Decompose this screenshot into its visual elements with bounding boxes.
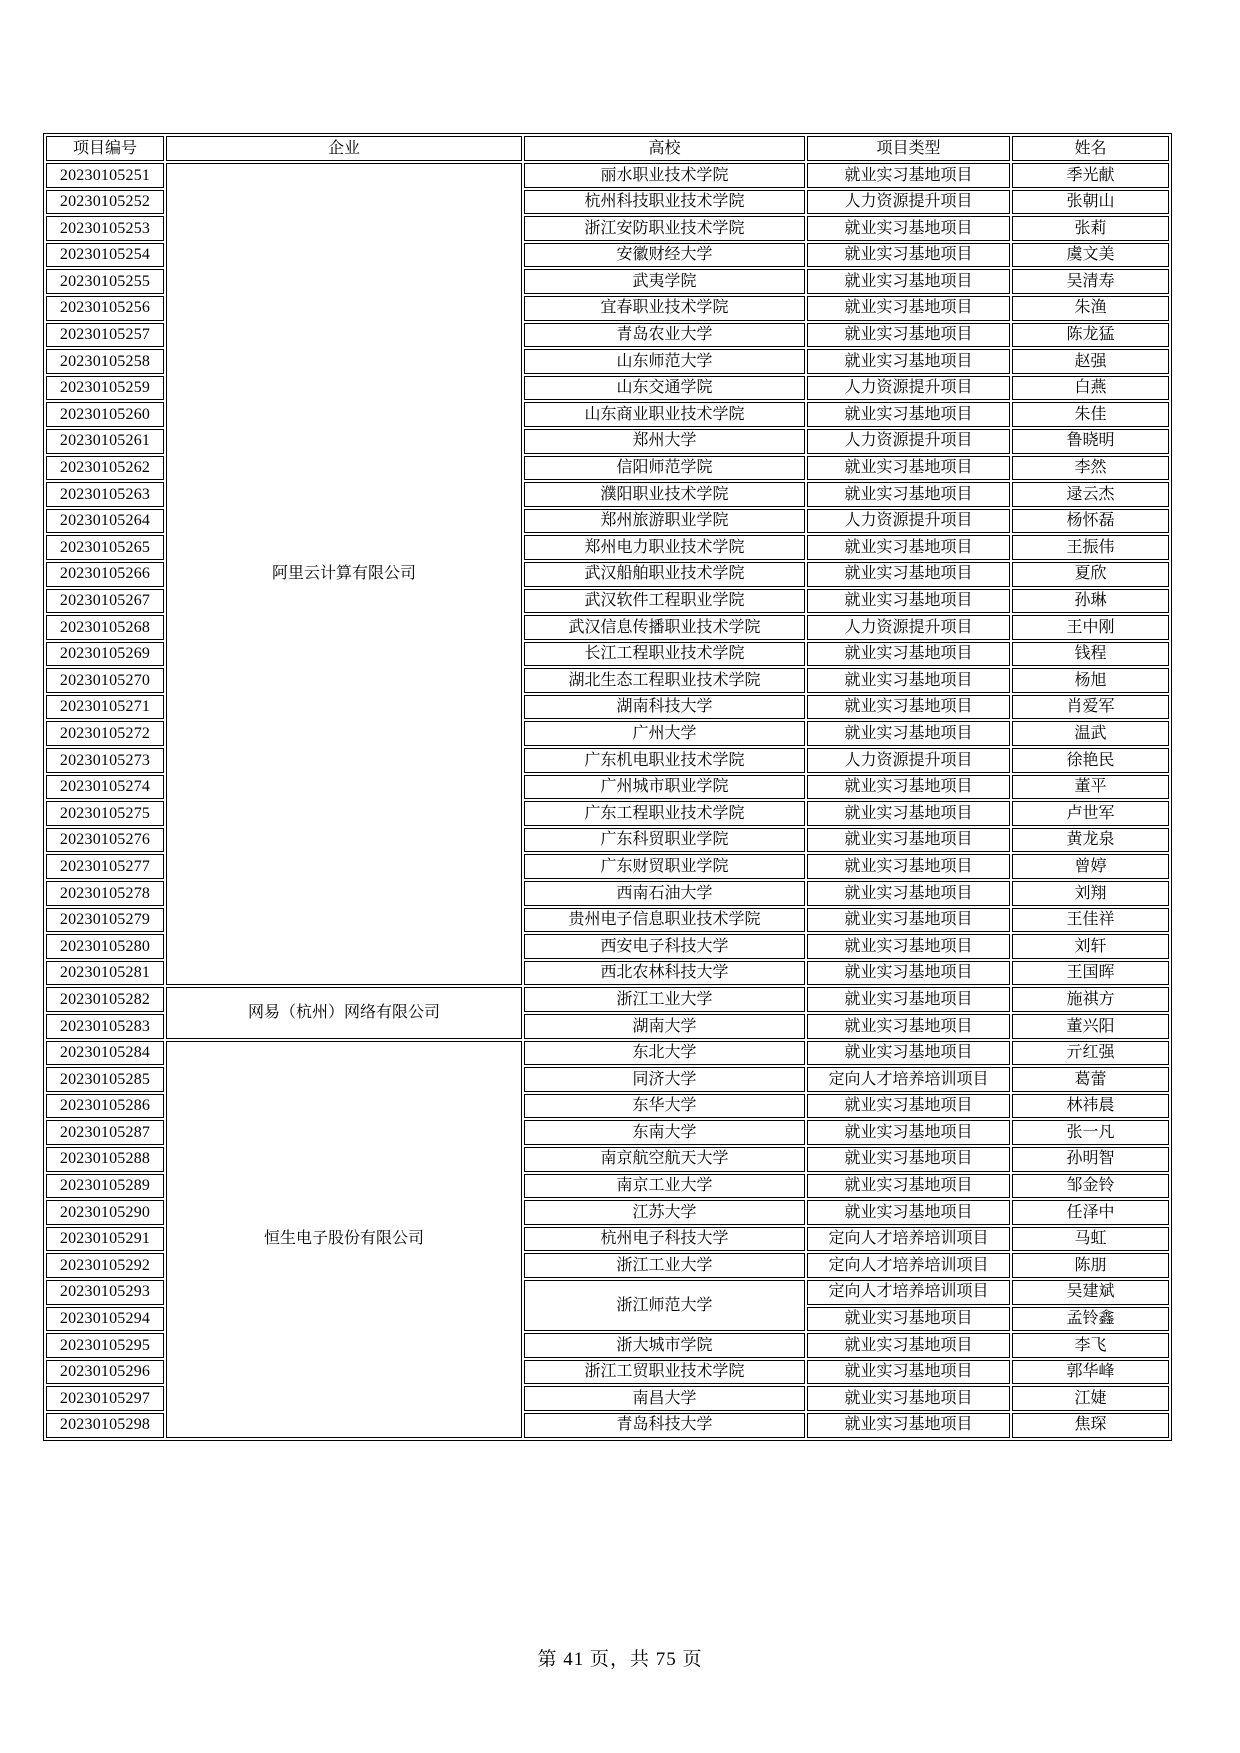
person-name-cell: 董平 [1012,775,1169,800]
person-name-cell: 邹金铃 [1012,1174,1169,1199]
university-cell: 丽水职业技术学院 [524,163,805,188]
project-id-cell: 20230105291 [46,1227,164,1252]
project-id-cell: 20230105283 [46,1014,164,1039]
project-id-cell: 20230105255 [46,269,164,294]
person-name-cell: 李然 [1012,456,1169,481]
project-type-cell: 定向人才培养培训项目 [807,1067,1010,1092]
project-type-cell: 就业实习基地项目 [807,801,1010,826]
person-name-cell: 卢世军 [1012,801,1169,826]
project-id-cell: 20230105278 [46,881,164,906]
university-cell: 南昌大学 [524,1386,805,1411]
project-id-cell: 20230105295 [46,1333,164,1358]
company-cell: 网易（杭州）网络有限公司 [166,987,522,1038]
project-id-cell: 20230105298 [46,1413,164,1438]
university-cell: 浙江安防职业技术学院 [524,216,805,241]
university-cell: 东华大学 [524,1094,805,1119]
person-name-cell: 钱程 [1012,642,1169,667]
university-cell: 西安电子科技大学 [524,934,805,959]
project-id-cell: 20230105257 [46,323,164,348]
person-name-cell: 白燕 [1012,376,1169,401]
project-type-cell: 就业实习基地项目 [807,987,1010,1012]
project-type-cell: 就业实习基地项目 [807,269,1010,294]
person-name-cell: 孟铃鑫 [1012,1307,1169,1332]
project-type-cell: 就业实习基地项目 [807,721,1010,746]
project-type-cell: 就业实习基地项目 [807,775,1010,800]
person-name-cell: 陈朋 [1012,1253,1169,1278]
project-id-cell: 20230105258 [46,349,164,374]
university-cell: 长江工程职业技术学院 [524,642,805,667]
project-id-cell: 20230105293 [46,1280,164,1305]
university-cell: 武夷学院 [524,269,805,294]
project-id-cell: 20230105262 [46,456,164,481]
university-cell: 郑州电力职业技术学院 [524,535,805,560]
person-name-cell: 江婕 [1012,1386,1169,1411]
project-id-cell: 20230105270 [46,668,164,693]
project-id-cell: 20230105277 [46,854,164,879]
person-name-cell: 赵强 [1012,349,1169,374]
person-name-cell: 夏欣 [1012,562,1169,587]
project-id-cell: 20230105261 [46,429,164,454]
project-id-cell: 20230105282 [46,987,164,1012]
project-id-cell: 20230105292 [46,1253,164,1278]
project-id-cell: 20230105263 [46,482,164,507]
project-id-cell: 20230105256 [46,296,164,321]
university-cell: 广东机电职业技术学院 [524,748,805,773]
person-name-cell: 张朝山 [1012,190,1169,215]
university-cell: 宜春职业技术学院 [524,296,805,321]
person-name-cell: 朱渔 [1012,296,1169,321]
project-id-cell: 20230105251 [46,163,164,188]
university-cell: 南京工业大学 [524,1174,805,1199]
project-type-cell: 定向人才培养培训项目 [807,1280,1010,1305]
page-number: 第 41 页，共 75 页 [537,1649,703,1670]
project-type-cell: 人力资源提升项目 [807,748,1010,773]
person-name-cell: 徐艳民 [1012,748,1169,773]
project-type-cell: 就业实习基地项目 [807,908,1010,933]
project-type-cell: 就业实习基地项目 [807,1360,1010,1385]
university-cell: 信阳师范学院 [524,456,805,481]
university-cell: 青岛农业大学 [524,323,805,348]
university-cell: 同济大学 [524,1067,805,1092]
project-type-cell: 就业实习基地项目 [807,402,1010,427]
person-name-cell: 陈龙猛 [1012,323,1169,348]
project-id-cell: 20230105280 [46,934,164,959]
university-cell: 山东师范大学 [524,349,805,374]
university-cell: 杭州科技职业技术学院 [524,190,805,215]
project-type-cell: 就业实习基地项目 [807,961,1010,986]
person-name-cell: 王佳祥 [1012,908,1169,933]
project-type-cell: 就业实习基地项目 [807,1333,1010,1358]
project-type-cell: 人力资源提升项目 [807,615,1010,640]
person-name-cell: 刘轩 [1012,934,1169,959]
project-id-cell: 20230105286 [46,1094,164,1119]
project-type-cell: 就业实习基地项目 [807,1014,1010,1039]
person-name-cell: 季光献 [1012,163,1169,188]
project-type-cell: 人力资源提升项目 [807,376,1010,401]
project-id-cell: 20230105267 [46,589,164,614]
university-cell: 西北农林科技大学 [524,961,805,986]
project-id-cell: 20230105269 [46,642,164,667]
person-name-cell: 逯云杰 [1012,482,1169,507]
person-name-cell: 林祎晨 [1012,1094,1169,1119]
university-cell: 浙江工贸职业技术学院 [524,1360,805,1385]
person-name-cell: 黄龙泉 [1012,828,1169,853]
person-name-cell: 王振伟 [1012,535,1169,560]
project-type-cell: 就业实习基地项目 [807,1200,1010,1225]
person-name-cell: 温武 [1012,721,1169,746]
table-row [46,987,1169,1012]
person-name-cell: 杨旭 [1012,668,1169,693]
table-body [46,163,1169,1438]
university-cell: 广东工程职业技术学院 [524,801,805,826]
project-id-cell: 20230105273 [46,748,164,773]
project-id-cell: 20230105279 [46,908,164,933]
person-name-cell: 王中刚 [1012,615,1169,640]
university-cell: 郑州旅游职业学院 [524,509,805,534]
university-cell: 安徽财经大学 [524,243,805,268]
university-cell: 湖南大学 [524,1014,805,1039]
col-header-university: 高校 [524,136,805,161]
university-cell: 江苏大学 [524,1200,805,1225]
company-cell: 恒生电子股份有限公司 [166,1041,522,1438]
person-name-cell: 李飞 [1012,1333,1169,1358]
project-type-cell: 就业实习基地项目 [807,828,1010,853]
university-cell: 南京航空航天大学 [524,1147,805,1172]
project-id-cell: 20230105289 [46,1174,164,1199]
project-id-cell: 20230105274 [46,775,164,800]
project-type-cell: 就业实习基地项目 [807,668,1010,693]
project-type-cell: 就业实习基地项目 [807,1094,1010,1119]
project-id-cell: 20230105265 [46,535,164,560]
university-cell: 浙江工业大学 [524,1253,805,1278]
project-type-cell: 就业实习基地项目 [807,642,1010,667]
project-type-cell: 就业实习基地项目 [807,349,1010,374]
person-name-cell: 鲁晓明 [1012,429,1169,454]
project-type-cell: 就业实习基地项目 [807,1174,1010,1199]
project-type-cell: 就业实习基地项目 [807,1386,1010,1411]
project-id-cell: 20230105260 [46,402,164,427]
person-name-cell: 吴建斌 [1012,1280,1169,1305]
project-id-cell: 20230105259 [46,376,164,401]
project-id-cell: 20230105253 [46,216,164,241]
university-cell: 郑州大学 [524,429,805,454]
person-name-cell: 肖爱军 [1012,695,1169,720]
project-id-cell: 20230105290 [46,1200,164,1225]
person-name-cell: 张一凡 [1012,1120,1169,1145]
university-cell: 贵州电子信息职业技术学院 [524,908,805,933]
col-header-project-type: 项目类型 [807,136,1010,161]
table-row [46,1041,1169,1066]
university-cell: 武汉船舶职业技术学院 [524,562,805,587]
university-cell: 青岛科技大学 [524,1413,805,1438]
col-header-company: 企业 [166,136,522,161]
project-type-cell: 就业实习基地项目 [807,163,1010,188]
person-name-cell: 张莉 [1012,216,1169,241]
project-type-cell: 就业实习基地项目 [807,881,1010,906]
university-cell: 西南石油大学 [524,881,805,906]
university-cell: 广州城市职业学院 [524,775,805,800]
person-name-cell: 虞文美 [1012,243,1169,268]
project-type-cell: 就业实习基地项目 [807,1120,1010,1145]
project-type-cell: 就业实习基地项目 [807,934,1010,959]
university-cell: 山东交通学院 [524,376,805,401]
person-name-cell: 王国晖 [1012,961,1169,986]
project-id-cell: 20230105284 [46,1041,164,1066]
project-id-cell: 20230105264 [46,509,164,534]
project-type-cell: 人力资源提升项目 [807,429,1010,454]
project-type-cell: 就业实习基地项目 [807,535,1010,560]
project-type-cell: 定向人才培养培训项目 [807,1227,1010,1252]
project-id-cell: 20230105276 [46,828,164,853]
person-name-cell: 葛蕾 [1012,1067,1169,1092]
project-id-cell: 20230105296 [46,1360,164,1385]
col-header-project-id: 项目编号 [46,136,164,161]
person-name-cell: 杨怀磊 [1012,509,1169,534]
header-row [46,136,1169,161]
project-id-cell: 20230105297 [46,1386,164,1411]
col-header-person-name: 姓名 [1012,136,1169,161]
university-cell: 湖北生态工程职业技术学院 [524,668,805,693]
project-type-cell: 就业实习基地项目 [807,854,1010,879]
university-cell: 武汉信息传播职业技术学院 [524,615,805,640]
project-id-cell: 20230105252 [46,190,164,215]
project-id-cell: 20230105288 [46,1147,164,1172]
project-type-cell: 就业实习基地项目 [807,1147,1010,1172]
person-name-cell: 朱佳 [1012,402,1169,427]
project-id-cell: 20230105294 [46,1307,164,1332]
university-cell: 湖南科技大学 [524,695,805,720]
project-id-cell: 20230105272 [46,721,164,746]
project-type-cell: 就业实习基地项目 [807,1041,1010,1066]
person-name-cell: 吴清寿 [1012,269,1169,294]
project-type-cell: 就业实习基地项目 [807,562,1010,587]
project-type-cell: 就业实习基地项目 [807,296,1010,321]
university-cell: 浙大城市学院 [524,1333,805,1358]
project-roster-table [43,133,1172,1441]
company-cell: 阿里云计算有限公司 [166,163,522,985]
person-name-cell: 孙明智 [1012,1147,1169,1172]
university-cell: 武汉软件工程职业学院 [524,589,805,614]
university-cell: 杭州电子科技大学 [524,1227,805,1252]
person-name-cell: 曾婷 [1012,854,1169,879]
project-type-cell: 就业实习基地项目 [807,1413,1010,1438]
university-cell: 浙江师范大学 [524,1280,805,1331]
university-cell: 山东商业职业技术学院 [524,402,805,427]
project-type-cell: 人力资源提升项目 [807,190,1010,215]
person-name-cell: 施祺方 [1012,987,1169,1012]
person-name-cell: 任泽中 [1012,1200,1169,1225]
university-cell: 东南大学 [524,1120,805,1145]
university-cell: 濮阳职业技术学院 [524,482,805,507]
project-id-cell: 20230105271 [46,695,164,720]
table-row [46,163,1169,188]
university-cell: 浙江工业大学 [524,987,805,1012]
project-type-cell: 就业实习基地项目 [807,695,1010,720]
project-id-cell: 20230105268 [46,615,164,640]
person-name-cell: 孙琳 [1012,589,1169,614]
person-name-cell: 郭华峰 [1012,1360,1169,1385]
project-id-cell: 20230105266 [46,562,164,587]
person-name-cell: 焦琛 [1012,1413,1169,1438]
project-type-cell: 定向人才培养培训项目 [807,1253,1010,1278]
project-type-cell: 就业实习基地项目 [807,243,1010,268]
university-cell: 东北大学 [524,1041,805,1066]
project-type-cell: 人力资源提升项目 [807,509,1010,534]
person-name-cell: 马虹 [1012,1227,1169,1252]
university-cell: 广东科贸职业学院 [524,828,805,853]
project-type-cell: 就业实习基地项目 [807,1307,1010,1332]
person-name-cell: 刘翔 [1012,881,1169,906]
project-id-cell: 20230105285 [46,1067,164,1092]
person-name-cell: 董兴阳 [1012,1014,1169,1039]
project-type-cell: 就业实习基地项目 [807,482,1010,507]
table-header [46,136,1169,161]
project-id-cell: 20230105275 [46,801,164,826]
project-type-cell: 就业实习基地项目 [807,323,1010,348]
person-name-cell: 亓红强 [1012,1041,1169,1066]
project-id-cell: 20230105254 [46,243,164,268]
university-cell: 广东财贸职业学院 [524,854,805,879]
university-cell: 广州大学 [524,721,805,746]
project-type-cell: 就业实习基地项目 [807,456,1010,481]
project-type-cell: 就业实习基地项目 [807,589,1010,614]
project-id-cell: 20230105281 [46,961,164,986]
project-type-cell: 就业实习基地项目 [807,216,1010,241]
project-id-cell: 20230105287 [46,1120,164,1145]
